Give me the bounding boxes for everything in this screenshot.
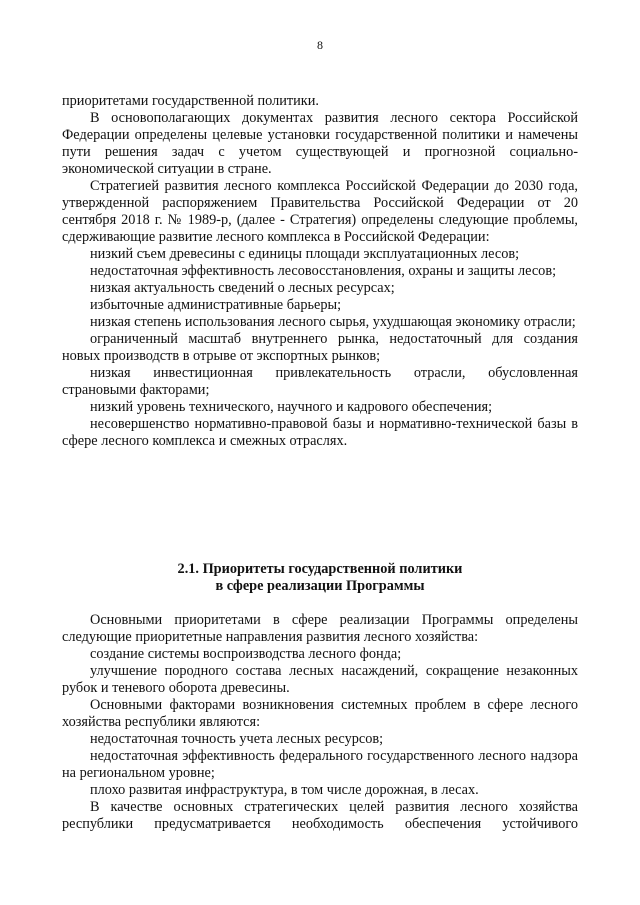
list-item: ограниченный масштаб внутреннего рынка, недостаточный для создания новых производств в отрыве от экспортных рынков; [62, 331, 578, 364]
list-item: низкий съем древесины с единицы площади эксплуатационных лесов; [90, 246, 520, 262]
section-heading-line: 2.1. Приоритеты государственной политики [177, 561, 463, 577]
list-item: недостаточная эффективность федерального государственного лесного надзора на региональном уровне; [62, 748, 578, 781]
section-text [62, 612, 578, 833]
list-item: низкий уровень технического, научного и кадрового обеспечения; [90, 399, 493, 415]
list-item: плохо развитая инфраструктура, в том числе дорожная, в лесах. [90, 782, 479, 798]
page-number: 8 [317, 38, 323, 52]
paragraph: Стратегией развития лесного комплекса Российской Федерации до 2030 года, утвержденной распоряжением Правительства Российской Федерации от 20 сентября 2018 г. № 1989-р, (далее - Стратегия) определены следующие проблемы, сдерживающие развитие лесного комплекса в Российской Федерации: [62, 178, 578, 245]
list-item: низкая инвестиционная привлекательность отрасли, обусловленная страновыми факторами; [62, 365, 578, 398]
paragraph: Основными факторами возникновения системных проблем в сфере лесного хозяйства республики являются: [62, 697, 578, 730]
section-heading-line: в сфере реализации Программы [215, 578, 425, 594]
paragraph: В основополагающих документах развития лесного сектора Российской Федерации определены целевые установки государственной политики и намечены пути решения задач с учетом существующей и прогнозной социально-экономической ситуации в стране. [62, 110, 578, 177]
section-heading [62, 561, 578, 595]
list-item: избыточные административные барьеры; [90, 297, 342, 313]
paragraph: В качестве основных стратегических целей развития лесного хозяйства республики предусматривается необходимость обеспечения устойчивого [62, 799, 578, 832]
list-item: несовершенство нормативно-правовой базы и нормативно-технической базы в сфере лесного комплекса и смежных отраслях. [62, 416, 578, 449]
list-item: низкая актуальность сведений о лесных ресурсах; [90, 280, 395, 296]
list-item: недостаточная эффективность лесовосстановления, охраны и защиты лесов; [90, 263, 557, 279]
list-item: улучшение породного состава лесных насаждений, сокращение незаконных рубок и теневого оборота древесины. [62, 663, 578, 696]
paragraph: Основными приоритетами в сфере реализации Программы определены следующие приоритетные направления развития лесного хозяйства: [62, 612, 578, 645]
list-item: создание системы воспроизводства лесного фонда; [90, 646, 402, 662]
paragraph: приоритетами государственной политики. [62, 93, 319, 109]
body-text [62, 93, 578, 450]
list-item: недостаточная точность учета лесных ресурсов; [90, 731, 384, 747]
list-item: низкая степень использования лесного сырья, ухудшающая экономику отрасли; [90, 314, 576, 330]
